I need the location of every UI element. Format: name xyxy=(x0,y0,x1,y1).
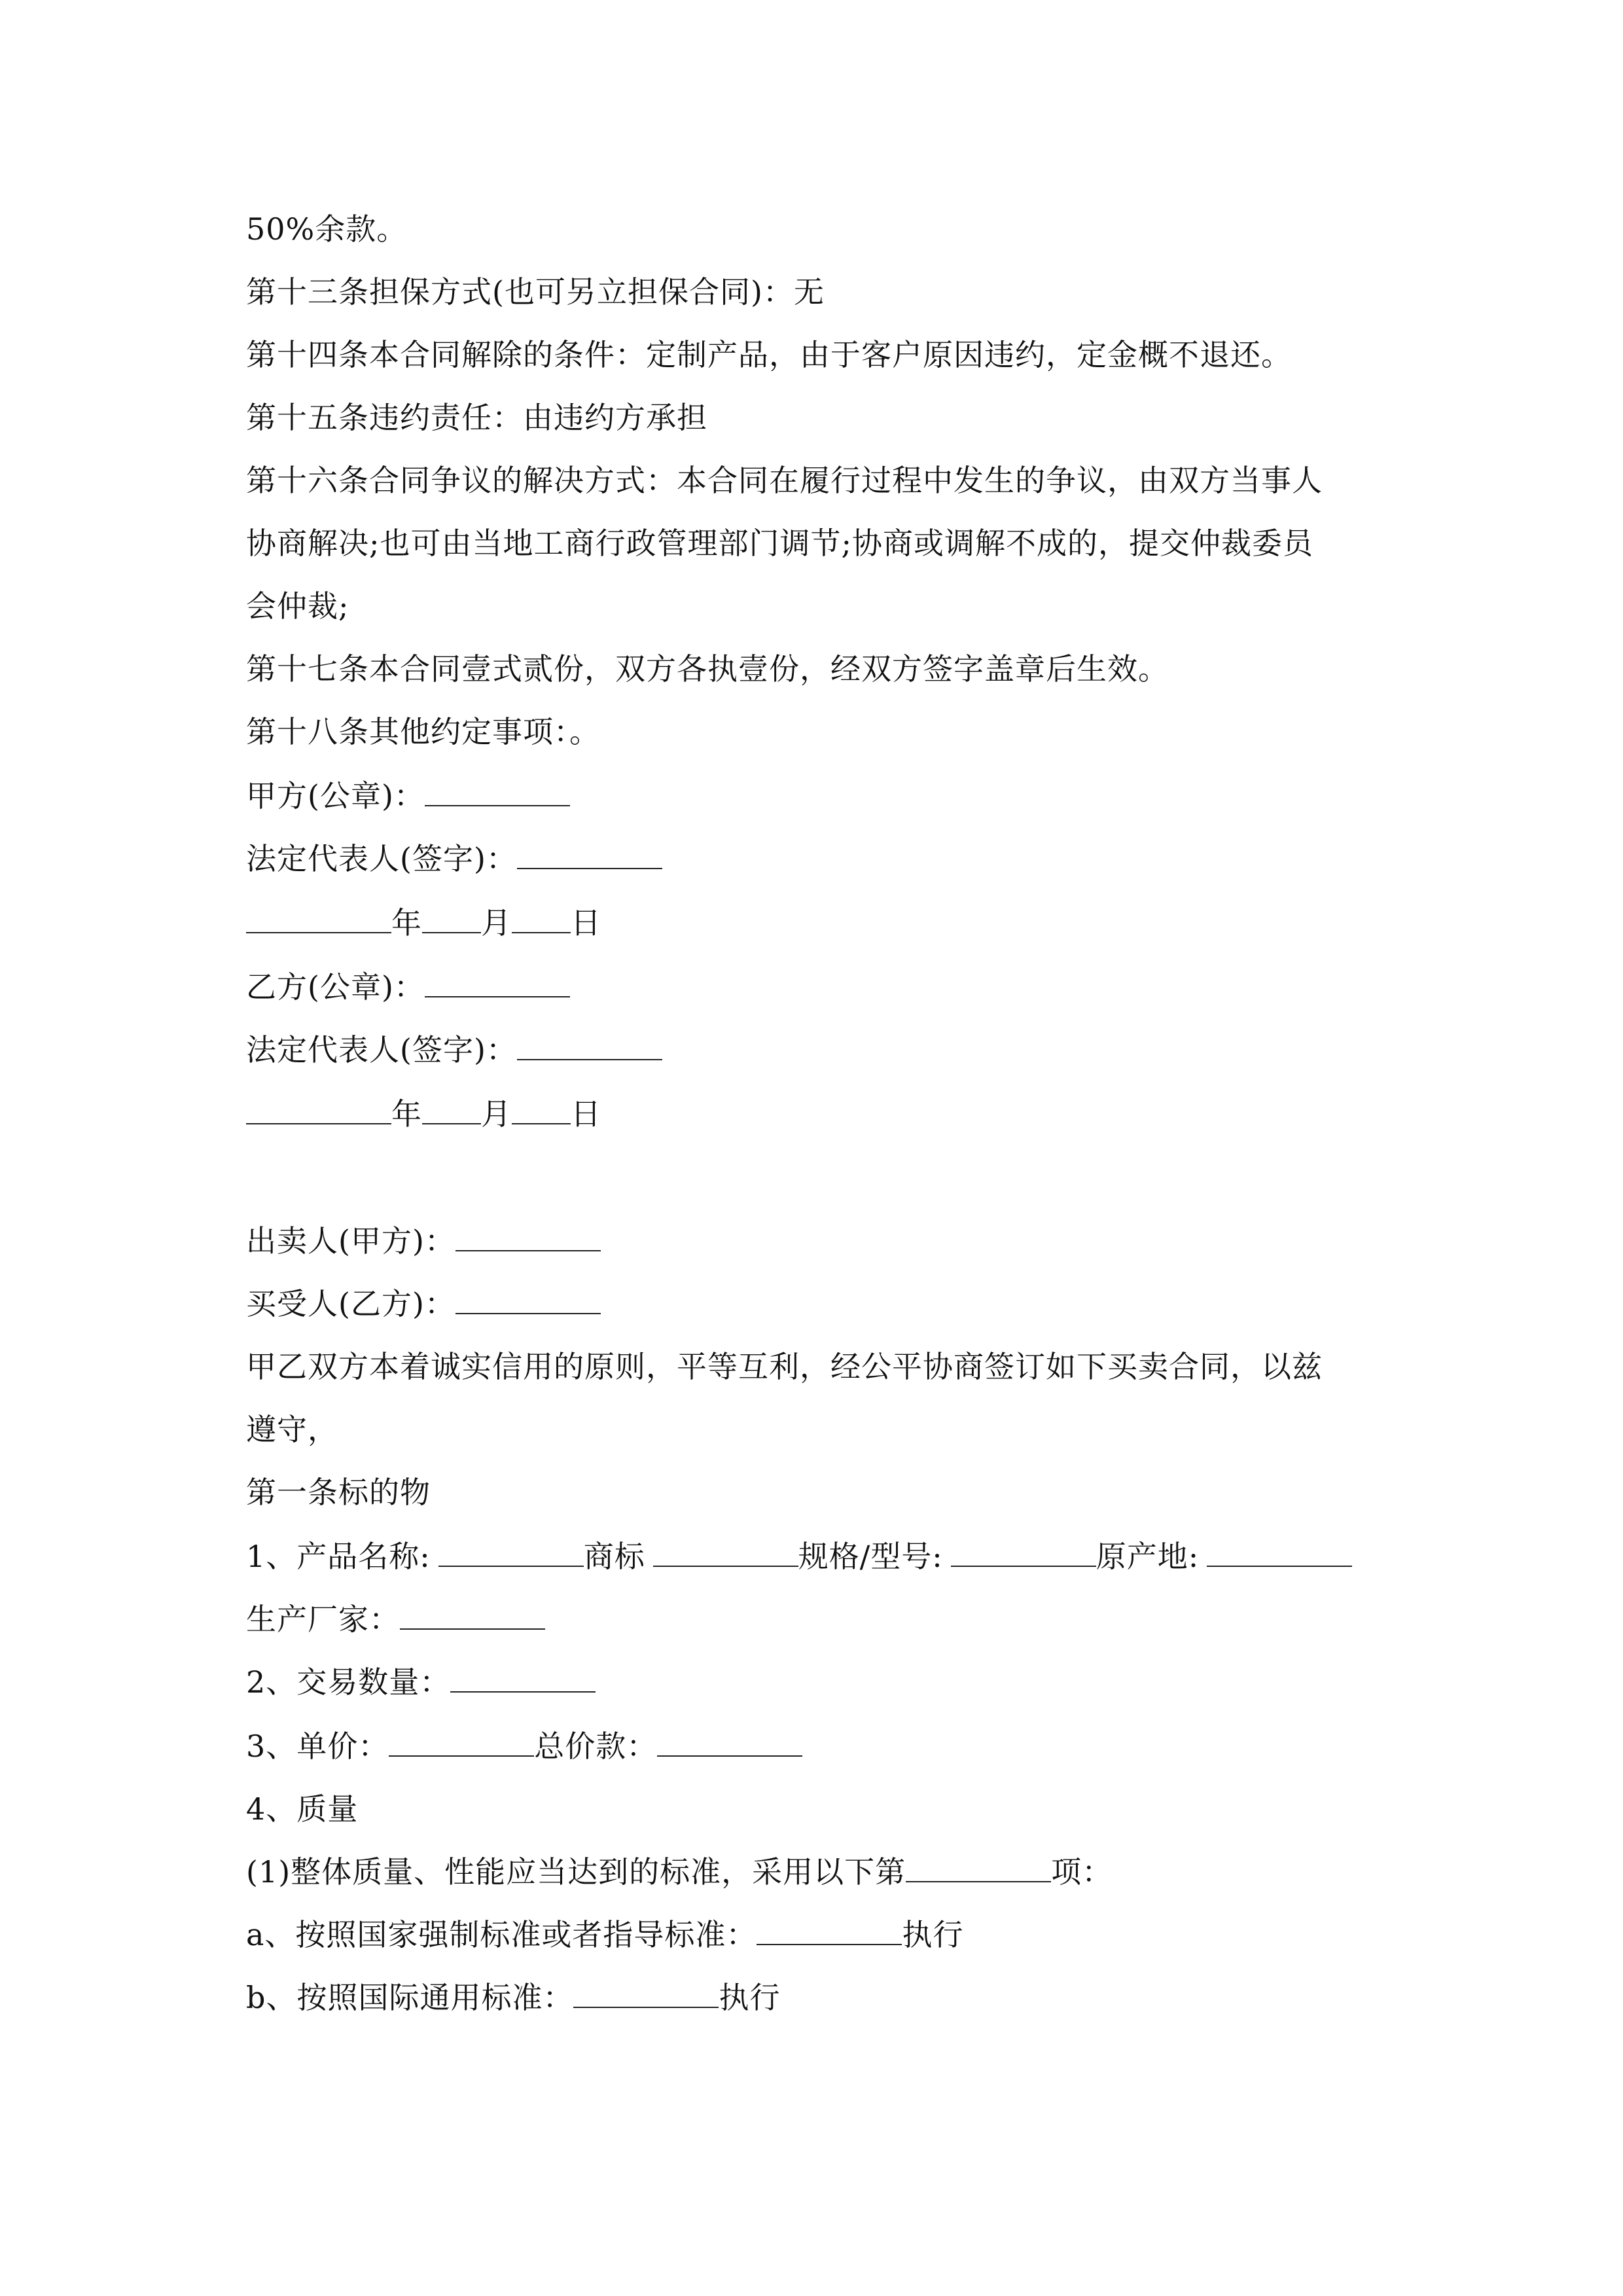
total-price-label: 总价款： xyxy=(534,1729,658,1764)
line-text: 第十五条违约责任：由违约方承担 xyxy=(246,400,707,435)
line-text: 第十四条本合同解除的条件：定制产品，由于客户原因违约，定金概不退还。 xyxy=(246,337,1292,372)
buyer-blank[interactable] xyxy=(455,1284,601,1314)
line-text: 遵守， xyxy=(246,1412,338,1447)
day-label: 日 xyxy=(571,1096,601,1132)
product-line xyxy=(246,1537,1352,1576)
line-text: 会仲裁; xyxy=(246,588,349,624)
national-standard xyxy=(246,1915,963,1954)
party-b-seal xyxy=(246,967,570,1007)
clause-18 xyxy=(246,712,600,751)
unit-price-blank[interactable] xyxy=(389,1727,534,1757)
text-line-balance xyxy=(246,209,407,249)
party-a-seal-blank[interactable] xyxy=(425,776,570,806)
party-a-seal xyxy=(246,776,570,816)
price-line xyxy=(246,1727,802,1766)
clause-17 xyxy=(246,649,1169,689)
year-label: 年 xyxy=(391,905,422,941)
clause-16-end xyxy=(246,586,349,626)
international-standard xyxy=(246,1978,780,2017)
party-a-date xyxy=(246,903,601,942)
line-text: 第十七条本合同壹式贰份，双方各执壹份，经双方签字盖章后生效。 xyxy=(246,651,1169,687)
line-text: 2、交易数量： xyxy=(246,1664,451,1700)
party-a-representative xyxy=(246,839,662,878)
clause-16 xyxy=(246,461,1323,500)
day-blank[interactable] xyxy=(512,1094,571,1124)
line-text: 第十三条担保方式(也可另立担保合同)：无 xyxy=(246,274,825,310)
line-text: 买受人(乙方)： xyxy=(246,1286,455,1321)
total-price-blank[interactable] xyxy=(657,1727,802,1757)
year-blank[interactable] xyxy=(246,1094,391,1124)
quality-title xyxy=(246,1789,358,1829)
line-text: 乙方(公章)： xyxy=(246,969,425,1005)
quantity-blank[interactable] xyxy=(450,1662,596,1693)
model-blank[interactable] xyxy=(951,1537,1096,1567)
manufacturer-blank[interactable] xyxy=(400,1600,545,1630)
preamble-end xyxy=(246,1410,338,1449)
year-label: 年 xyxy=(391,1096,422,1132)
line-text: 第十六条合同争议的解决方式：本合同在履行过程中发生的争议，由双方当事人 xyxy=(246,463,1323,498)
product-name-blank[interactable] xyxy=(438,1537,584,1567)
line-text: 第十八条其他约定事项：。 xyxy=(246,714,600,749)
line-text: (1)整体质量、性能应当达到的标准，采用以下第 xyxy=(246,1854,906,1890)
month-label: 月 xyxy=(481,1096,512,1132)
line-text: a、按照国家强制标准或者指导标准： xyxy=(246,1917,757,1952)
quantity-line xyxy=(246,1662,596,1702)
standard-item-blank[interactable] xyxy=(906,1852,1051,1882)
line-text: 生产厂家： xyxy=(246,1602,400,1637)
clause-15 xyxy=(246,398,707,437)
preamble xyxy=(246,1347,1323,1386)
line-text: 法定代表人(签字)： xyxy=(246,841,517,876)
manufacturer-line xyxy=(246,1600,545,1639)
party-b-date xyxy=(246,1094,601,1134)
month-blank[interactable] xyxy=(422,1094,481,1124)
month-label: 月 xyxy=(481,905,512,941)
line-text-end: 执行 xyxy=(719,1980,781,2015)
trademark-blank[interactable] xyxy=(653,1537,798,1567)
party-a-representative-blank[interactable] xyxy=(517,839,662,869)
article-1-title xyxy=(246,1473,431,1512)
line-text: 协商解决;也可由当地工商行政管理部门调节;协商或调解不成的，提交仲裁委员 xyxy=(246,526,1313,561)
national-standard-blank[interactable] xyxy=(757,1915,902,1945)
year-blank[interactable] xyxy=(246,903,391,933)
trademark-label: 商标 xyxy=(583,1539,645,1574)
day-label: 日 xyxy=(571,905,601,941)
line-text: 甲方(公章)： xyxy=(246,778,425,814)
international-standard-blank[interactable] xyxy=(573,1978,719,2008)
line-text: 出卖人(甲方)： xyxy=(246,1223,455,1259)
party-b-representative-blank[interactable] xyxy=(517,1030,662,1060)
seller-blank[interactable] xyxy=(455,1221,601,1251)
month-blank[interactable] xyxy=(422,903,481,933)
model-label: 规格/型号: xyxy=(798,1539,943,1574)
buyer-line xyxy=(246,1284,601,1323)
line-text: 甲乙双方本着诚实信用的原则，平等互利，经公平协商签订如下买卖合同，以兹 xyxy=(246,1349,1323,1384)
unit-price-label: 3、单价： xyxy=(246,1729,389,1764)
origin-label: 原产地: xyxy=(1096,1539,1200,1574)
line-text-end: 执行 xyxy=(902,1917,964,1952)
clause-16-cont xyxy=(246,524,1313,563)
line-text: 第一条标的物 xyxy=(246,1475,431,1510)
line-text: 4、质量 xyxy=(246,1791,359,1827)
line-text: b、按照国际通用标准： xyxy=(246,1980,574,2015)
clause-13 xyxy=(246,272,825,312)
product-name-label: 1、产品名称: xyxy=(246,1539,431,1574)
quality-standard xyxy=(246,1852,1113,1892)
day-blank[interactable] xyxy=(512,903,571,933)
party-b-representative xyxy=(246,1030,662,1069)
seller-line xyxy=(246,1221,601,1261)
origin-blank[interactable] xyxy=(1207,1537,1352,1567)
clause-14 xyxy=(246,335,1292,374)
line-text: 50%余款。 xyxy=(246,211,408,247)
party-b-seal-blank[interactable] xyxy=(425,967,570,997)
line-text-end: 项： xyxy=(1051,1854,1113,1890)
line-text: 法定代表人(签字)： xyxy=(246,1032,517,1067)
